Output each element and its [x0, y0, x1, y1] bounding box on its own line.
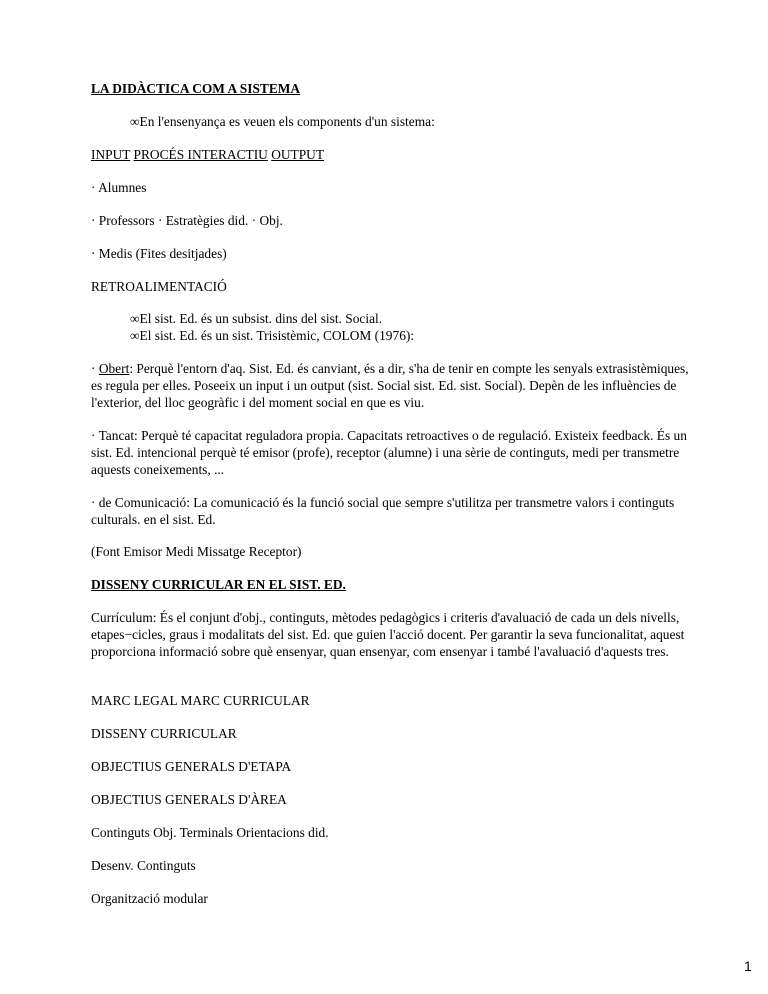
output-label: OUTPUT [271, 147, 325, 162]
system-row-labels [91, 146, 324, 163]
line-disseny: DISSENY CURRICULAR [91, 726, 237, 741]
item-professors: · Professors · Estratègies did. · Obj. [91, 213, 283, 228]
paragraph-comunicacio: · de Comunicació: La comunicació és la funció social que sempre s'utilitza per transmetre valors i continguts culturals. en el sist. Ed. [91, 495, 675, 527]
section-heading: LA DIDÀCTICA COM A SISTEMA [91, 81, 301, 96]
section-heading-2: DISSENY CURRICULAR EN EL SIST. ED. [91, 577, 346, 592]
line-objectius-area: OBJECTIUS GENERALS D'ÀREA [91, 792, 287, 807]
line-desenv: Desenv. Continguts [91, 858, 196, 873]
line-continguts: Continguts Obj. Terminals Orientacions did. [91, 825, 329, 840]
retroalimentacio-label: RETROALIMENTACIÓ [91, 279, 227, 294]
bullet-subsist: ∞El sist. Ed. és un subsist. dins del sist. Social. [130, 311, 383, 326]
line-marc-legal: MARC LEGAL MARC CURRICULAR [91, 693, 310, 708]
intro-bullet: ∞En l'ensenyança es veuen els components d'un sistema: [130, 114, 435, 129]
obert-text: : Perquè l'entorn d'aq. Sist. Ed. és canviant, és a dir, s'ha de tenir en compte les senyals extrasistèmiques, es regula per elles. Poseeix un input i un output (sist. Social sist. Ed. sist. Social). Depèn de les influències de l'exterior, del lloc geogràfic i del moment social en que es viu. [91, 361, 689, 410]
item-medis: · Medis (Fites desitjades) [91, 246, 227, 261]
bullet-trisistemic: ∞El sist. Ed. és un sist. Trisistèmic, COLOM (1976): [130, 328, 415, 343]
input-label: INPUT [91, 147, 131, 162]
obert-term: Obert [98, 361, 130, 376]
item-alumnes: · Alumnes [91, 180, 147, 195]
page-number: 1 [744, 958, 752, 974]
line-organitzacio: Organització modular [91, 891, 208, 906]
proces-label: PROCÉS INTERACTIU [133, 147, 268, 162]
obert-prefix: · [91, 361, 99, 376]
paragraph-tancat: · Tancat: Perquè té capacitat reguladora propia. Capacitats retroactives o de regulació. Existeix feedback. És un sist. Ed. intencional perquè té emisor (profe), receptor (alumne) i una sèrie de continguts, medi per transmetre aquests coneixements, ... [91, 428, 687, 477]
font-line: (Font Emisor Medi Missatge Receptor) [91, 544, 302, 559]
paragraph-obert [91, 360, 691, 411]
paragraph-curriculum: Currículum: És el conjunt d'obj., continguts, mètodes pedagògics i criteris d'avaluació de cada un dels nivells, etapes−cicles, graus i modalitats del sist. Ed. que guien l'acció docent. Per garantir la seva funcionalitat, aquest proporciona informació sobre què ensenyar, quan ensenyar, com ensenyar i també l'avaluació d'aquests tres. [91, 610, 685, 659]
line-objectius-etapa: OBJECTIUS GENERALS D'ETAPA [91, 759, 292, 774]
